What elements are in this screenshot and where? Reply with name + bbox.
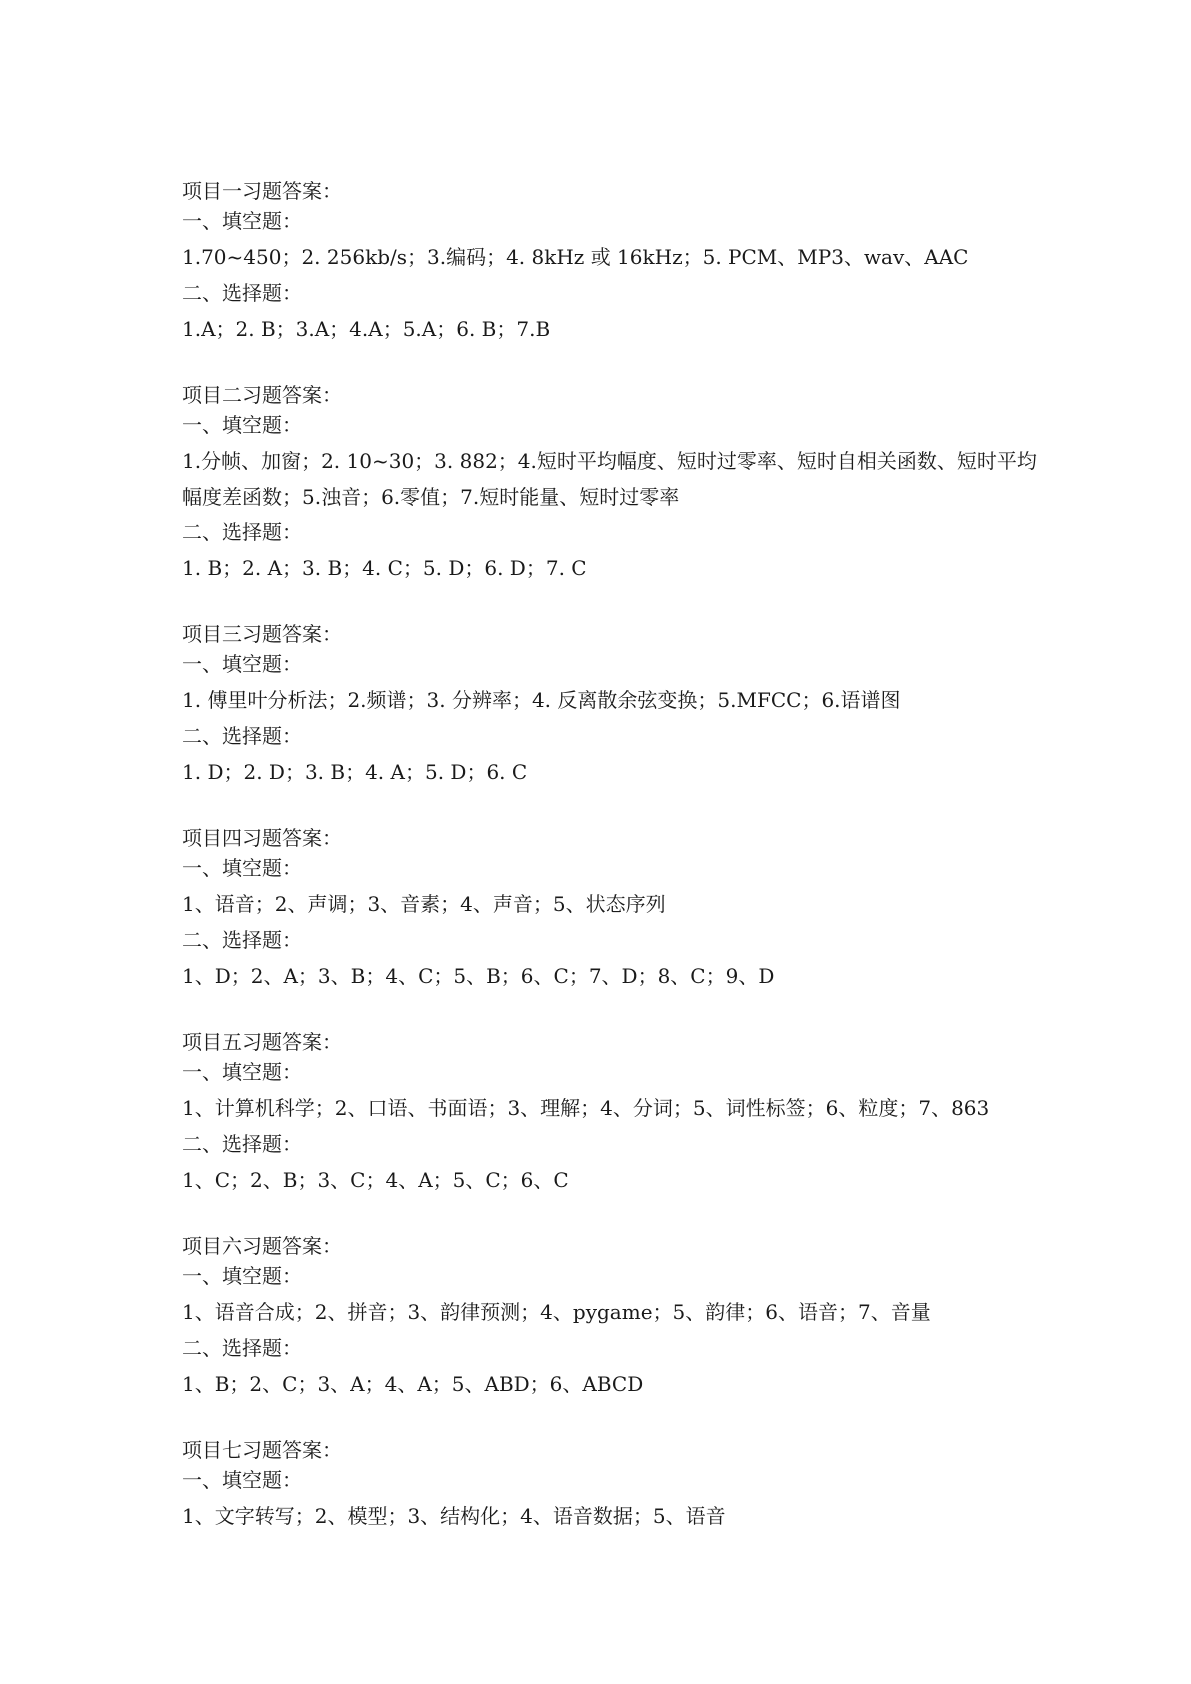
choice-answers: 1. D；2. D；3. B；4. A；5. D；6. C [182,760,528,784]
section-title: 项目二习题答案： [182,383,342,407]
fill-in-heading: 一、填空题： [182,652,302,676]
fill-in-heading: 一、填空题： [182,1060,302,1084]
section-gap [182,352,1042,382]
section-gap [182,1203,1042,1233]
section-gap [182,999,1042,1029]
fill-in-answers: 1、语音合成；2、拼音；3、韵律预测；4、pygame；5、韵律；6、语音；7、音量 [182,1300,931,1324]
fill-in-heading: 一、填空题： [182,209,302,233]
section-project-4 [182,825,1042,989]
answer-key-body [182,178,1042,1539]
section-project-1 [182,178,1042,342]
fill-in-heading: 一、填空题： [182,856,302,880]
choice-answers: 1. B；2. A；3. B；4. C；5. D；6. D；7. C [182,556,587,580]
fill-in-heading: 一、填空题： [182,1468,302,1492]
fill-in-heading: 一、填空题： [182,1264,302,1288]
section-title: 项目一习题答案： [182,179,342,203]
choice-answers: 1.A；2. B；3.A；4.A；5.A；6. B；7.B [182,317,551,341]
section-title: 项目三习题答案： [182,622,342,646]
section-project-7 [182,1437,1042,1529]
section-title: 项目七习题答案： [182,1438,342,1462]
section-gap [182,795,1042,825]
choice-answers: 1、D；2、A；3、B；4、C；5、B；6、C；7、D；8、C；9、D [182,964,775,988]
choice-heading: 二、选择题： [182,520,302,544]
fill-in-heading: 一、填空题： [182,413,302,437]
section-project-6 [182,1233,1042,1397]
choice-heading: 二、选择题： [182,1336,302,1360]
fill-in-answers: 1、语音；2、声调；3、音素；4、声音；5、状态序列 [182,892,666,916]
section-project-2 [182,382,1042,581]
section-title: 项目五习题答案： [182,1030,342,1054]
fill-in-answers: 1、计算机科学；2、口语、书面语；3、理解；4、分词；5、词性标签；6、粒度；7、863 [182,1096,990,1120]
fill-in-answers: 1.70~450；2. 256kb/s；3.编码；4. 8kHz 或 16kHz；5. PCM、MP3、wav、AAC [182,245,969,269]
choice-answers: 1、C；2、B；3、C；4、A；5、C；6、C [182,1168,569,1192]
section-title: 项目六习题答案： [182,1234,342,1258]
fill-in-answers: 1. 傅里叶分析法；2.频谱；3. 分辨率；4. 反离散余弦变换；5.MFCC；6.语谱图 [182,688,901,712]
choice-answers: 1、B；2、C；3、A；4、A；5、ABD；6、ABCD [182,1372,644,1396]
section-title: 项目四习题答案： [182,826,342,850]
section-gap [182,1407,1042,1437]
fill-in-answers: 1、文字转写；2、模型；3、结构化；4、语音数据；5、语音 [182,1504,726,1528]
section-gap [182,591,1042,621]
fill-in-answers: 1.分帧、加窗；2. 10~30；3. 882；4.短时平均幅度、短时过零率、短时自相关函数、短时平均幅度差函数；5.浊音；6.零值；7.短时能量、短时过零率 [182,449,1037,509]
choice-heading: 二、选择题： [182,1132,302,1156]
section-project-5 [182,1029,1042,1193]
section-project-3 [182,621,1042,785]
choice-heading: 二、选择题： [182,724,302,748]
choice-heading: 二、选择题： [182,928,302,952]
choice-heading: 二、选择题： [182,281,302,305]
